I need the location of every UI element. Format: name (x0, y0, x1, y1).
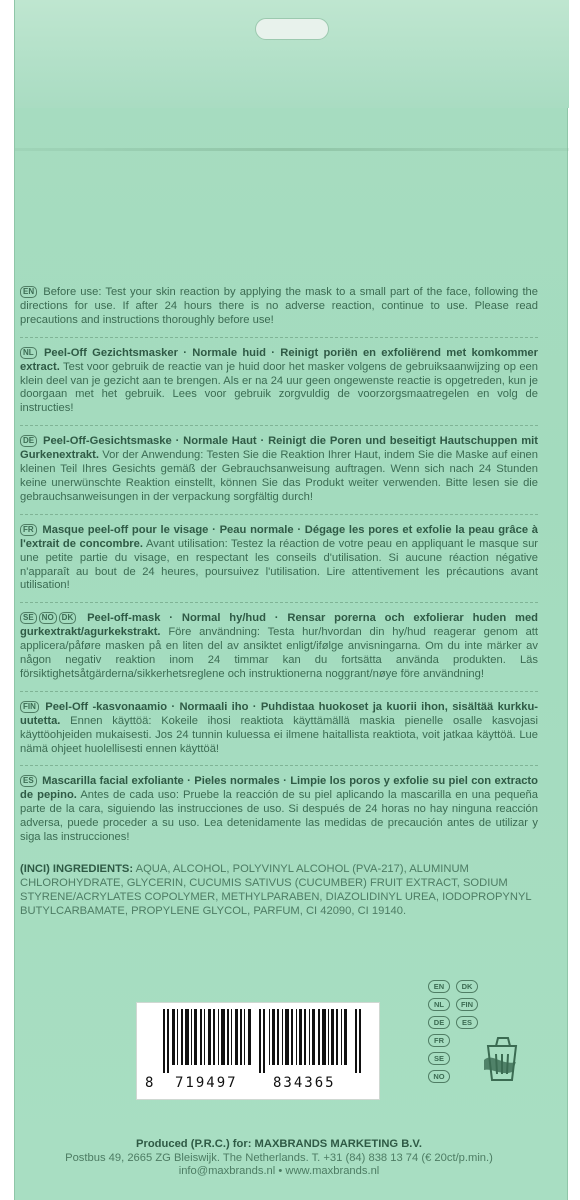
block-fin-text: Ennen käyttöä: Kokeile ihosi reaktiota käyttämällä maskia pienelle osalle kasvojasi käyttöohjeiden mukaisesti. Jos 24 tunnin kuluessa ei ilmene haitallista reaktiota, voit jatkaa käyttöä. Lue nämä ohjeet huolellisesti ennen käyttöä! (20, 714, 538, 755)
block-nl-text: Test voor gebruik de reactie van je huid door het masker volgens de gebruiksaanwijzing op een klein deel van je gezicht aan te brengen. Als er na 24 uur geen ongewenste reactie is opgetreden, kun je doorgaan met het gebruik. Lees voor gebruik zorgvuldig de voorzorgsmaatregelen en volg de instructies! (20, 360, 538, 415)
block-nl (20, 347, 538, 427)
instructions-panel (20, 286, 538, 919)
lang-badge-dk: DK (59, 612, 77, 624)
lang-oval-nl: NL (428, 998, 450, 1011)
block-se-text: Före användning: Testa hur/hvordan din hy/hud reagerar genom att applicera/påføre masken på en liten del av ansiktet enligt/ifølge anvisningarna. Om du inte märker av någon negativ reaktion inom 24 timmar kan du fortsätta använda produkten. Läs försiktighetsåtgärderna/sikkerhetsreglene och instruktionerna noggrant/nøye före användning! (20, 626, 539, 680)
block-nl-title: Peel-Off Gezichtsmasker · Normale huid · Reinigt poriën en exfoliërend met komkommer extract. (20, 346, 538, 373)
block-fin (20, 701, 538, 767)
lang-oval-no: NO (428, 1070, 450, 1083)
barcode-digit-first: 8 (145, 1075, 154, 1091)
fold-line (15, 148, 569, 151)
footer-contact: info@maxbrands.nl • www.maxbrands.nl (178, 1165, 380, 1178)
lang-oval-dk: DK (456, 980, 478, 993)
block-fin-title: Peel-Off -kasvonaamio · Normaali iho · Puhdistaa huokoset ja kuorii ihon, sisältää kurkku-uutetta. (20, 700, 539, 727)
lang-badge-no: NO (39, 612, 57, 624)
hang-hole (255, 18, 329, 40)
barcode (136, 1002, 380, 1100)
language-badges (428, 980, 488, 1130)
block-es (20, 775, 538, 854)
block-fr (20, 524, 538, 604)
ingredients-list (20, 863, 532, 919)
block-en-text: Before use: Test your skin reaction by applying the mask to a small part of the face, following the directions for use. If after 24 hours there is no adverse reaction, continue to use. Please read precautions and instructions thoroughly before use! (20, 286, 538, 326)
lang-badge-es: ES (20, 775, 37, 787)
lang-oval-de: DE (428, 1016, 450, 1029)
footer-produced: Produced (P.R.C.) for: MAXBRANDS MARKETING B.V. (136, 1138, 422, 1150)
block-fr-title: Masque peel-off pour le visage · Peau normale · Dégage les pores et exfolie la peau grâce à l'extrait de concombre. (20, 523, 538, 550)
lang-oval-fin: FIN (456, 998, 478, 1011)
recycling-bin-icon (482, 1032, 522, 1088)
block-se-no-dk (20, 612, 538, 692)
manufacturer-info (20, 1138, 538, 1179)
lang-oval-fr: FR (428, 1034, 450, 1047)
lang-badge-se: SE (20, 612, 37, 624)
lang-oval-es: ES (456, 1016, 478, 1029)
lang-badge-en: EN (20, 286, 37, 298)
lang-badge-fr: FR (20, 524, 37, 536)
ingredients-text: AQUA, ALCOHOL, POLYVINYL ALCOHOL (PVA-217), ALUMINUM CHLOROHYDRATE, GLYCERIN, CUCUMIS SATIVUS (CUCUMBER) FRUIT EXTRACT, SODIUM STYRENE/ACRYLATES COPOLYMER, METHYLPARABEN, DIAZOLIDINYL UREA, IODOPROPYNYL BUTYLCARBAMATE, PROPYLENE GLYCOL, PARFUM, CI 42090, CI 19140. (20, 863, 532, 917)
barcode-icon (163, 1009, 363, 1073)
lang-badge-de: DE (20, 435, 37, 447)
barcode-digits-right: 834365 (273, 1075, 336, 1091)
block-de (20, 435, 538, 515)
block-es-text: Antes de cada uso: Pruebe la reacción de su piel aplicando la mascarilla en una pequeña parte de la cara, siguiendo las instrucciones de uso. Si después de 24 horas no hay ninguna reacción adversa, puede proceder a su uso. Lea detenidamente las medidas de precaución antes de utilizar y siga las instrucciones! (20, 789, 539, 844)
block-en (20, 286, 538, 338)
lang-badge-nl: NL (20, 347, 37, 359)
lang-badge-fin: FIN (20, 701, 39, 713)
block-de-title: Peel-Off-Gesichtsmaske · Normale Haut · Reinigt die Poren und beseitigt Hautschuppen mit Gurkenextrakt. (20, 435, 539, 462)
hang-tab (15, 0, 569, 108)
block-fr-text: Avant utilisation: Testez la réaction de votre peau en appliquant le masque sur une petite partie du visage, en respectant les conseils d'utilisation. Si aucune réaction négative n'apparaît au bout de 24 heures, poursuivez l'utilisation. Lire attentivement les précautions avant utilisation! (20, 537, 539, 592)
footer-address: Postbus 49, 2665 ZG Bleiswijk. The Netherlands. T. +31 (84) 838 13 74 (€ 20ct/p.min.) (65, 1151, 493, 1164)
barcode-digits (137, 1075, 381, 1095)
barcode-digits-left: 719497 (175, 1075, 238, 1091)
block-se-title: Peel-off-mask · Normal hy/hud · Rensar porerna och exfolierar huden med gurkextrakt/agurkekstrakt. (20, 612, 539, 639)
block-es-title: Mascarilla facial exfoliante · Pieles normales · Limpie los poros y exfolie su piel con extracto de pepino. (20, 775, 538, 802)
ingredients-label: (INCI) INGREDIENTS: (20, 863, 134, 875)
lang-oval-se: SE (428, 1052, 450, 1065)
lang-oval-en: EN (428, 980, 450, 993)
block-de-text: Vor der Anwendung: Testen Sie die Reaktion Ihrer Haut, indem Sie die Maske auf einen kleinen Teil Ihres Gesichts gemäß der Gebrauchsanweisung auftragen. Wenn sich nach 24 Stunden keine unerwünschte Reaktion einstellt, können Sie das Produkt weiter verwenden. Bitte lesen sie die gebrauchsanweisungen in der verpackung sorgfältig durch! (20, 449, 539, 503)
